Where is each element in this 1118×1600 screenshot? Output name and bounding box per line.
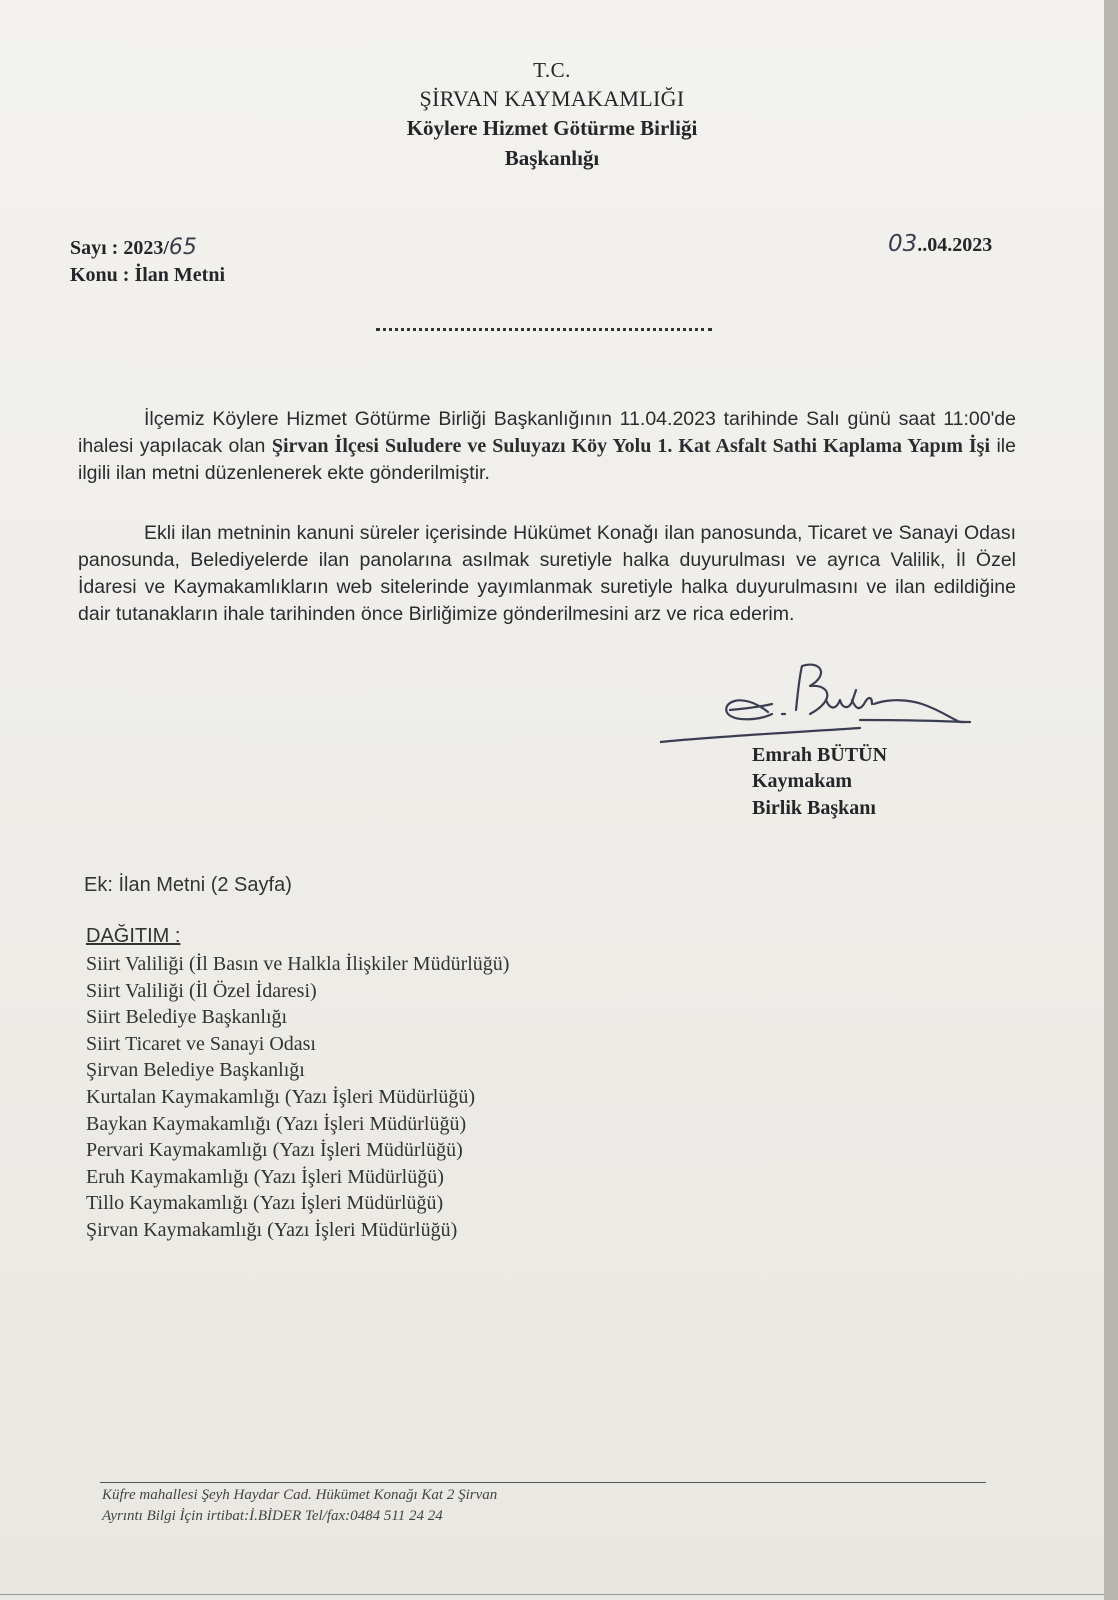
dotted-separator (376, 328, 712, 331)
body-paragraph-1 (78, 406, 1016, 487)
distribution-list (86, 951, 509, 1244)
header-kaymakamlik: ŞİRVAN KAYMAKAMLIĞI (419, 86, 685, 111)
paper-shadow-edge (1104, 0, 1118, 1600)
signer-name: Emrah BÜTÜN (752, 744, 888, 766)
body-paragraph-2: Ekli ilan metninin kanuni süreler içerisinde Hükümet Konağı ilan panosunda, Ticaret ve Sanayi Odası panosunda, Belediyelerde ilan panolarına asılmak suretiyle halka duyurulması ve ayrıca Valilik, İl Özel İdaresi ve Kaymakamlıkların web sitelerinde yayımlanmak suretiyle halka duyurulmasını ve ilan edildiğine dair tutanakların ihale tarihinden önce Birliğimize gönderilmesini arz ve rica ederim. (78, 522, 1016, 625)
list-item: Siirt Valiliği (İl Özel İdaresi) (86, 979, 317, 1002)
list-item: Kurtalan Kaymakamlığı (Yazı İşleri Müdürlüğü) (86, 1085, 475, 1108)
header-tc: T.C. (533, 58, 571, 82)
header-birlik: Köylere Hizmet Götürme Birliği (406, 116, 698, 140)
header-baskanlik: Başkanlığı (504, 146, 600, 170)
footer-address: Küfre mahallesi Şeyh Haydar Cad. Hükümet Konağı Kat 2 Şirvan (102, 1487, 498, 1503)
footer-contact: Ayrıntı Bilgi İçin irtibat:İ.BİDER Tel/fax:0484 511 24 24 (102, 1508, 443, 1524)
signer-role: Birlik Başkanı (752, 797, 876, 819)
list-item: Siirt Ticaret ve Sanayi Odası (86, 1032, 316, 1055)
sayi-handwritten-number: 65 (168, 235, 197, 260)
p1-text-a: İlçemiz Köylere Hizmet Götürme Birliği Başkanlığının 11.04.2023 tarihinde Salı günü saat 11:00'de ihalesi yapılacak olan (78, 408, 1016, 457)
footer-divider (100, 1482, 986, 1483)
p1-project-name: Şirvan İlçesi Suludere ve Suluyazı Köy Yolu 1. Kat Asfalt Sathi Kaplama Yapım İşi (271, 435, 991, 457)
date-rest: ..04.2023 (917, 234, 993, 256)
sayi-line (70, 235, 197, 260)
list-item: Siirt Belediye Başkanlığı (86, 1006, 288, 1029)
page-bottom-edge (0, 1594, 1104, 1595)
attachment-note: Ek: İlan Metni (2 Sayfa) (84, 874, 292, 896)
list-item: Baykan Kaymakamlığı (Yazı İşleri Müdürlüğü) (86, 1112, 467, 1135)
list-item: Şirvan Belediye Başkanlığı (86, 1059, 305, 1082)
list-item: Pervari Kaymakamlığı (Yazı İşleri Müdürlüğü) (86, 1139, 463, 1162)
list-item: Şirvan Kaymakamlığı (Yazı İşleri Müdürlüğü) (86, 1218, 458, 1241)
document-date (888, 231, 992, 257)
distribution-title: DAĞITIM : (86, 925, 181, 947)
sayi-label: Sayı : 2023/ (70, 237, 169, 259)
list-item: Tillo Kaymakamlığı (Yazı İşleri Müdürlüğü) (86, 1192, 444, 1215)
date-handwritten-day: 03 (888, 231, 918, 257)
konu-line: Konu : İlan Metni (70, 264, 226, 286)
list-item: Eruh Kaymakamlığı (Yazı İşleri Müdürlüğü) (86, 1165, 444, 1188)
signer-title: Kaymakam (752, 770, 852, 792)
list-item: Siirt Valiliği (İl Basın ve Halkla İlişkiler Müdürlüğü) (86, 953, 510, 975)
p1-text-b: ile ilgili ilan metni düzenlenerek ekte gönderilmiştir. (78, 435, 1016, 484)
